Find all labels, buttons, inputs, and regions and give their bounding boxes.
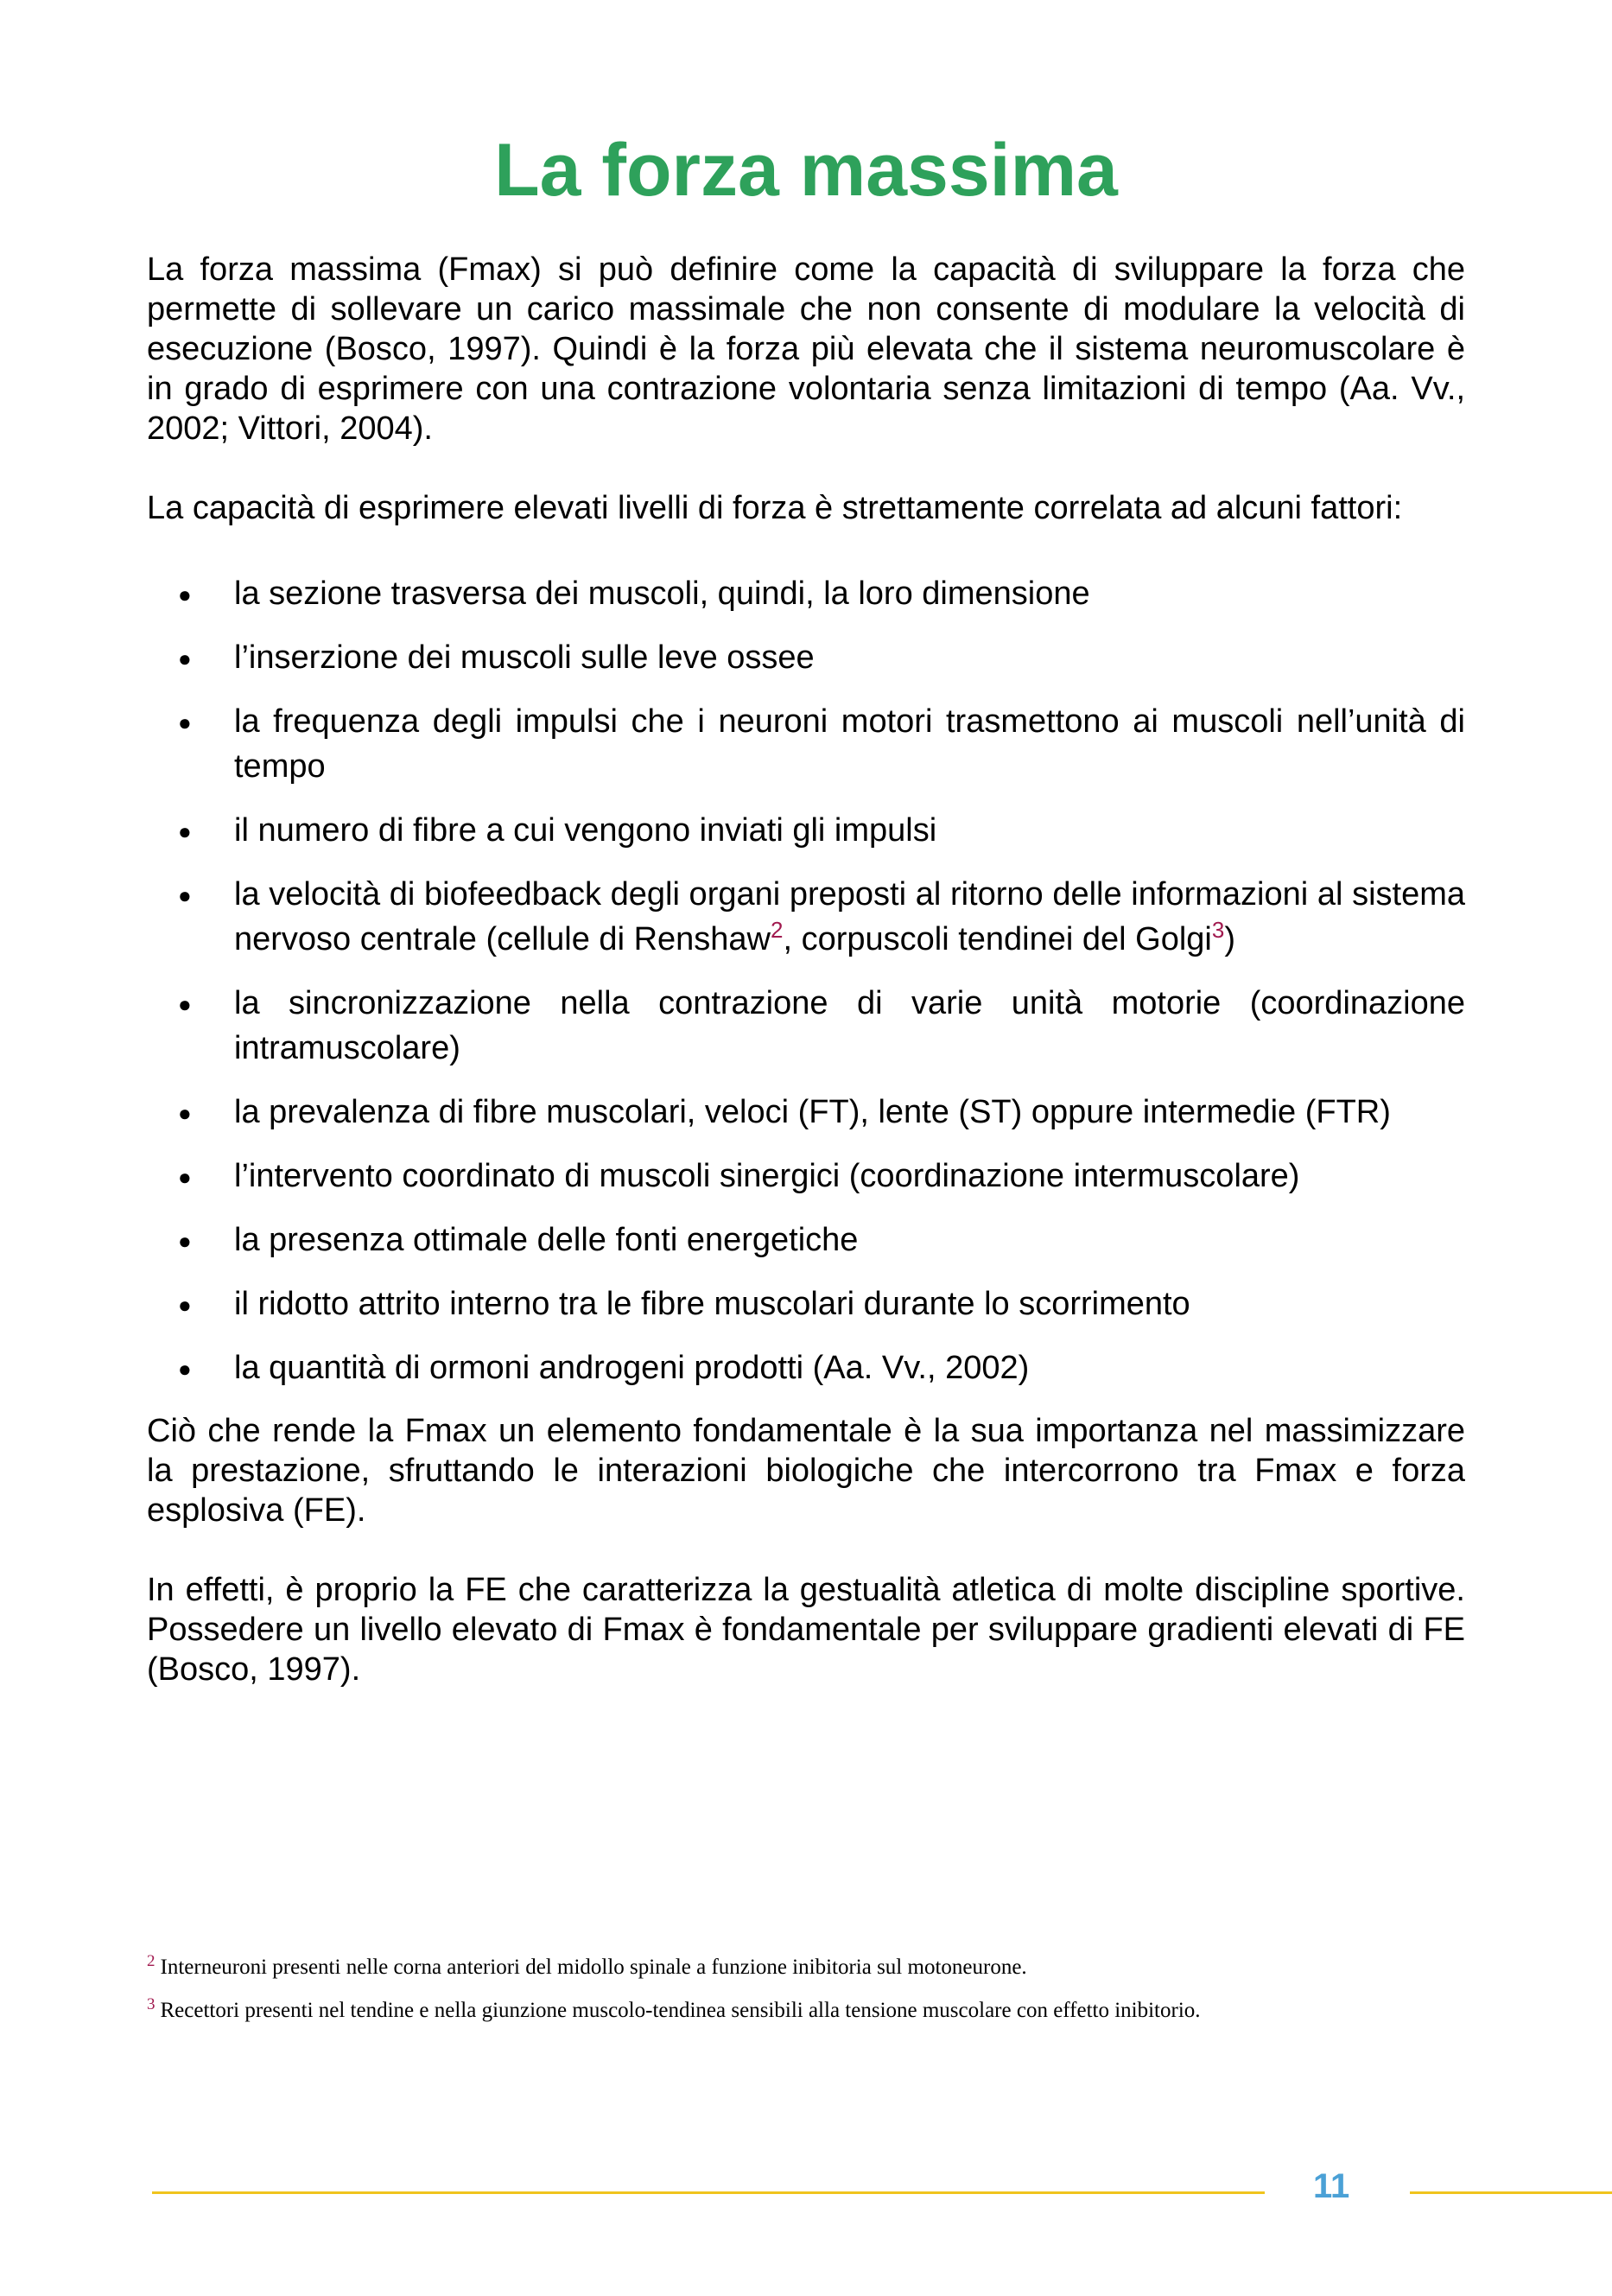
list-item <box>147 872 1465 962</box>
list-item-text: l’inserzione dei muscoli sulle leve ossee <box>234 639 815 676</box>
list-item <box>147 1218 1465 1262</box>
footnote-marker: 2 <box>147 1952 155 1970</box>
footnote-text: Recettori presenti nel tendine e nella giunzione muscolo-tendinea sensibili alla tensione muscolare con effetto inibitorio. <box>160 1999 1201 2022</box>
footnotes-section <box>147 1946 1465 2032</box>
bullet-icon: ● <box>178 645 192 671</box>
list-item <box>147 808 1465 853</box>
list-item-text <box>234 876 1465 957</box>
page-number: 11 <box>1313 2167 1350 2205</box>
list-item-text: la sincronizzazione nella contrazione di varie unità motorie (coordinazione intramuscolare) <box>234 984 1465 1066</box>
list-item-text: la sezione trasversa dei muscoli, quindi, la loro dimensione <box>234 575 1090 612</box>
bullet-icon: ● <box>178 881 192 908</box>
fe-conclusion-paragraph: In effetti, è proprio la FE che caratterizza la gestualità atletica di molte discipline sportive. Possedere un livello elevato di Fmax è fondamentale per sviluppare gradienti elevati di FE (Bosco, 1997). <box>147 1571 1465 1688</box>
bullet-icon: ● <box>178 1099 192 1126</box>
intro-paragraph: La forza massima (Fmax) si può definire come la capacità di sviluppare la forza che permette di sollevare un carico massimale che non consente di modulare la velocità di esecuzione (Bosco, 1997). Quindi è la forza più elevata che il sistema neuromuscolare è in grado di esprimere con una contrazione volontaria senza limitazioni di tempo (Aa. Vv., 2002; Vittori, 2004). <box>147 251 1465 447</box>
bullet-icon: ● <box>178 1291 192 1318</box>
fmax-importance-paragraph: Ciò che rende la Fmax un elemento fondamentale è la sua importanza nel massimizzare la prestazione, sfruttando le interazioni biologiche che intercorrono tra Fmax e forza esplosiva (FE). <box>147 1412 1465 1529</box>
bullet-icon: ● <box>178 709 192 735</box>
list-item-text-segment: ) <box>1224 920 1235 957</box>
bullet-icon: ● <box>178 990 192 1017</box>
list-item-text: la quantità di ormoni androgeni prodotti (Aa. Vv., 2002) <box>234 1349 1030 1386</box>
list-item-text: la prevalenza di fibre muscolari, veloci (FT), lente (ST) oppure intermedie (FTR) <box>234 1093 1391 1130</box>
list-item <box>147 1154 1465 1199</box>
page-title: La forza massima <box>494 129 1118 212</box>
footnote <box>147 1989 1465 2032</box>
bullet-icon: ● <box>178 1227 192 1254</box>
list-item <box>147 635 1465 680</box>
list-item-text-segment: , corpuscoli tendinei del Golgi <box>783 920 1212 957</box>
footnote <box>147 1946 1465 1989</box>
list-item <box>147 1345 1465 1390</box>
list-item <box>147 981 1465 1071</box>
footnote-ref-2: 2 <box>771 916 784 943</box>
footer-rule-left <box>152 2191 1265 2194</box>
list-item <box>147 571 1465 616</box>
factors-list <box>147 571 1465 1390</box>
page-content <box>147 0 1465 1729</box>
list-item-text: la presenza ottimale delle fonti energetiche <box>234 1221 859 1258</box>
list-item-text: l’intervento coordinato di muscoli sinergici (coordinazione intermuscolare) <box>234 1157 1300 1194</box>
list-lead-paragraph: La capacità di esprimere elevati livelli di forza è strettamente correlata ad alcuni fattori: <box>147 489 1403 526</box>
list-item-text: il numero di fibre a cui vengono inviati gli impulsi <box>234 811 937 849</box>
footnote-marker: 3 <box>147 1995 155 2013</box>
bullet-icon: ● <box>178 1355 192 1382</box>
list-item-text: la frequenza degli impulsi che i neuroni motori trasmettono ai muscoli nell’unità di tempo <box>234 703 1465 785</box>
bullet-icon: ● <box>178 581 192 607</box>
list-item <box>147 1282 1465 1326</box>
footnote-ref-3: 3 <box>1211 916 1225 943</box>
footnote-text: Interneuroni presenti nelle corna anteriori del midollo spinale a funzione inibitoria sul motoneurone. <box>160 1956 1027 1979</box>
bullet-icon: ● <box>178 1163 192 1190</box>
list-item-text-segment: la velocità di biofeedback degli organi preposti al ritorno delle informazioni al sistema nervoso centrale (cellule di Renshaw <box>234 875 1465 957</box>
list-item <box>147 699 1465 789</box>
footer-rule-right <box>1410 2191 1612 2194</box>
bullet-icon: ● <box>178 817 192 844</box>
list-item-text: il ridotto attrito interno tra le fibre muscolari durante lo scorrimento <box>234 1285 1190 1322</box>
list-item <box>147 1090 1465 1135</box>
